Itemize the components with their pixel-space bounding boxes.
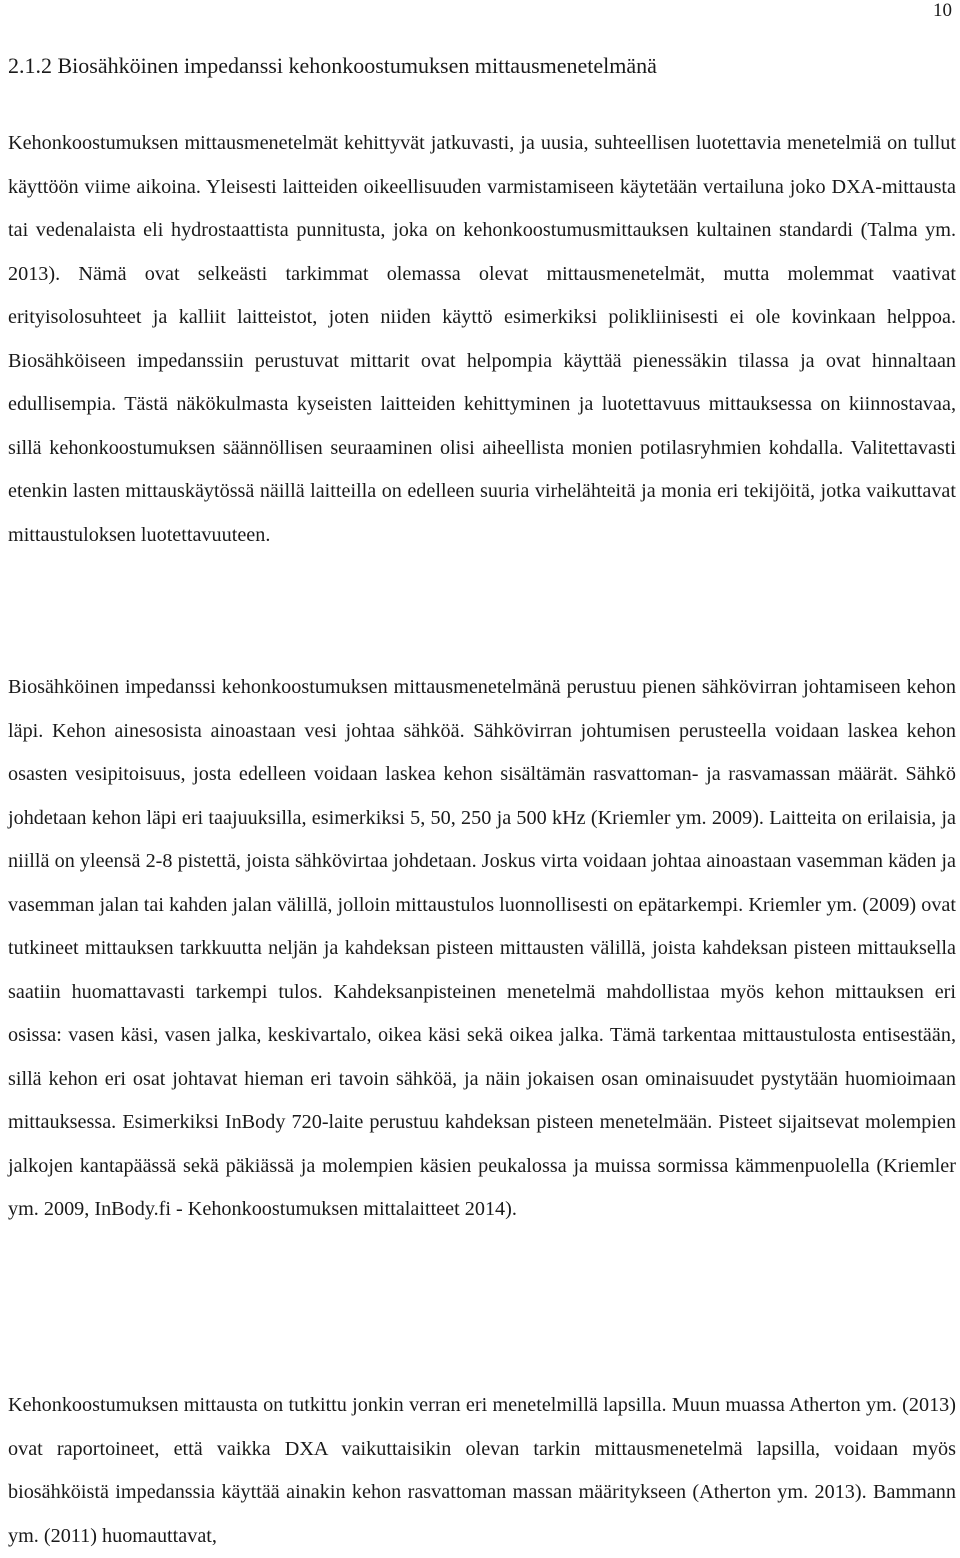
paragraph-children-studies: Kehonkoostumuksen mittausta on tutkittu jonkin verran eri menetelmillä lapsilla. Muun muassa Atherton ym. (2013) ovat raportoineet, että vaikka DXA vaikuttaisikin olevan tarkin mittausmenetelmä lapsilla, voidaan myös biosähköistä impedanssia käyttää ainakin kehon rasvattoman massan määritykseen (Atherton ym. 2013). Bammann ym. (2011) huomauttavat, [8,1394,956,1547]
page-number: 10 [933,0,952,21]
paragraph-body-composition-methods: Kehonkoostumuksen mittausmenetelmät kehittyvät jatkuvasti, ja uusia, suhteellisen luotettavia menetelmiä on tullut käyttöön viime aikoina. Yleisesti laitteiden oikeellisuuden varmistamiseen käytetään vertailuna joko DXA-mittausta tai vedenalaista eli hydrostaattista punnitusta, joka on kehonkoostumusmittauksen kultainen standardi (Talma ym. 2013). Nämä ovat selkeästi tarkimmat olemassa olevat mittausmenetelmät, mutta molemmat vaativat erityisolosuhteet ja kalliit laitteistot, joten niiden käyttö esimerkiksi polikliinisesti ei ole kovinkaan helppoa. Biosähköiseen impedanssiin perustuvat mittarit ovat helpompia käyttää pienessäkin tilassa ja ovat hinnaltaan edullisempia. Tästä näkökulmasta kyseisten laitteiden kehittyminen ja luotettavuus mittauksessa on kiinnostavaa, sillä kehonkoostumuksen säännöllisen seuraaminen olisi aiheellista monien potilasryhmien kohdalla. Valitettavasti etenkin lasten mittauskäytössä näillä laitteilla on edelleen suuria virhelähteitä ja monia eri tekijöitä, jotka vaikuttavat mittaustuloksen luotettavuuteen. [8,132,956,546]
section-heading: 2.1.2 Biosähköinen impedanssi kehonkoostumuksen mittausmenetelmänä [8,53,657,78]
paragraph-bioimpedance-principle: Biosähköinen impedanssi kehonkoostumuksen mittausmenetelmänä perustuu pienen sähkövirran johtamiseen kehon läpi. Kehon ainesosista ainoastaan vesi johtaa sähköä. Sähkövirran johtumisen perusteella voidaan laskea kehon osasten vesipitoisuus, josta edelleen voidaan laskea kehon sisältämän rasvattoman- ja rasvamassan määrät. Sähkö johdetaan kehon läpi eri taajuuksilla, esimerkiksi 5, 50, 250 ja 500 kHz (Kriemler ym. 2009). Laitteita on erilaisia, ja niillä on yleensä 2-8 pistettä, joista sähkövirtaa johdetaan. Joskus virta voidaan johtaa ainoastaan vasemman käden ja vasemman jalan tai kahden jalan välillä, jolloin mittaustulos luonnollisesti on epätarkempi. Kriemler ym. (2009) ovat tutkineet mittauksen tarkkuutta neljän ja kahdeksan pisteen mittausten välillä, joista kahdeksan pisteen mittauksella saatiin huomattavasti tarkempi tulos. Kahdeksanpisteinen menetelmä mahdollistaa myös kehon mittauksen eri osissa: vasen käsi, vasen jalka, keskivartalo, oikea käsi sekä oikea jalka. Tämä tarkentaa mittaustulosta entisestään, sillä kehon eri osat johtavat hieman eri tavoin sähköä, ja näin jokaisen osan ominaisuudet pystytään huomioimaan mittauksessa. Esimerkiksi InBody 720-laite perustuu kahdeksan pisteen menetelmään. Pisteet sijaitsevat molempien jalkojen kantapäässä sekä päkiässä ja molempien käsien peukalossa ja muissa sormissa kämmenpuolella (Kriemler ym. 2009, InBody.fi - Kehonkoostumuksen mittalaitteet 2014). [8,676,956,1220]
